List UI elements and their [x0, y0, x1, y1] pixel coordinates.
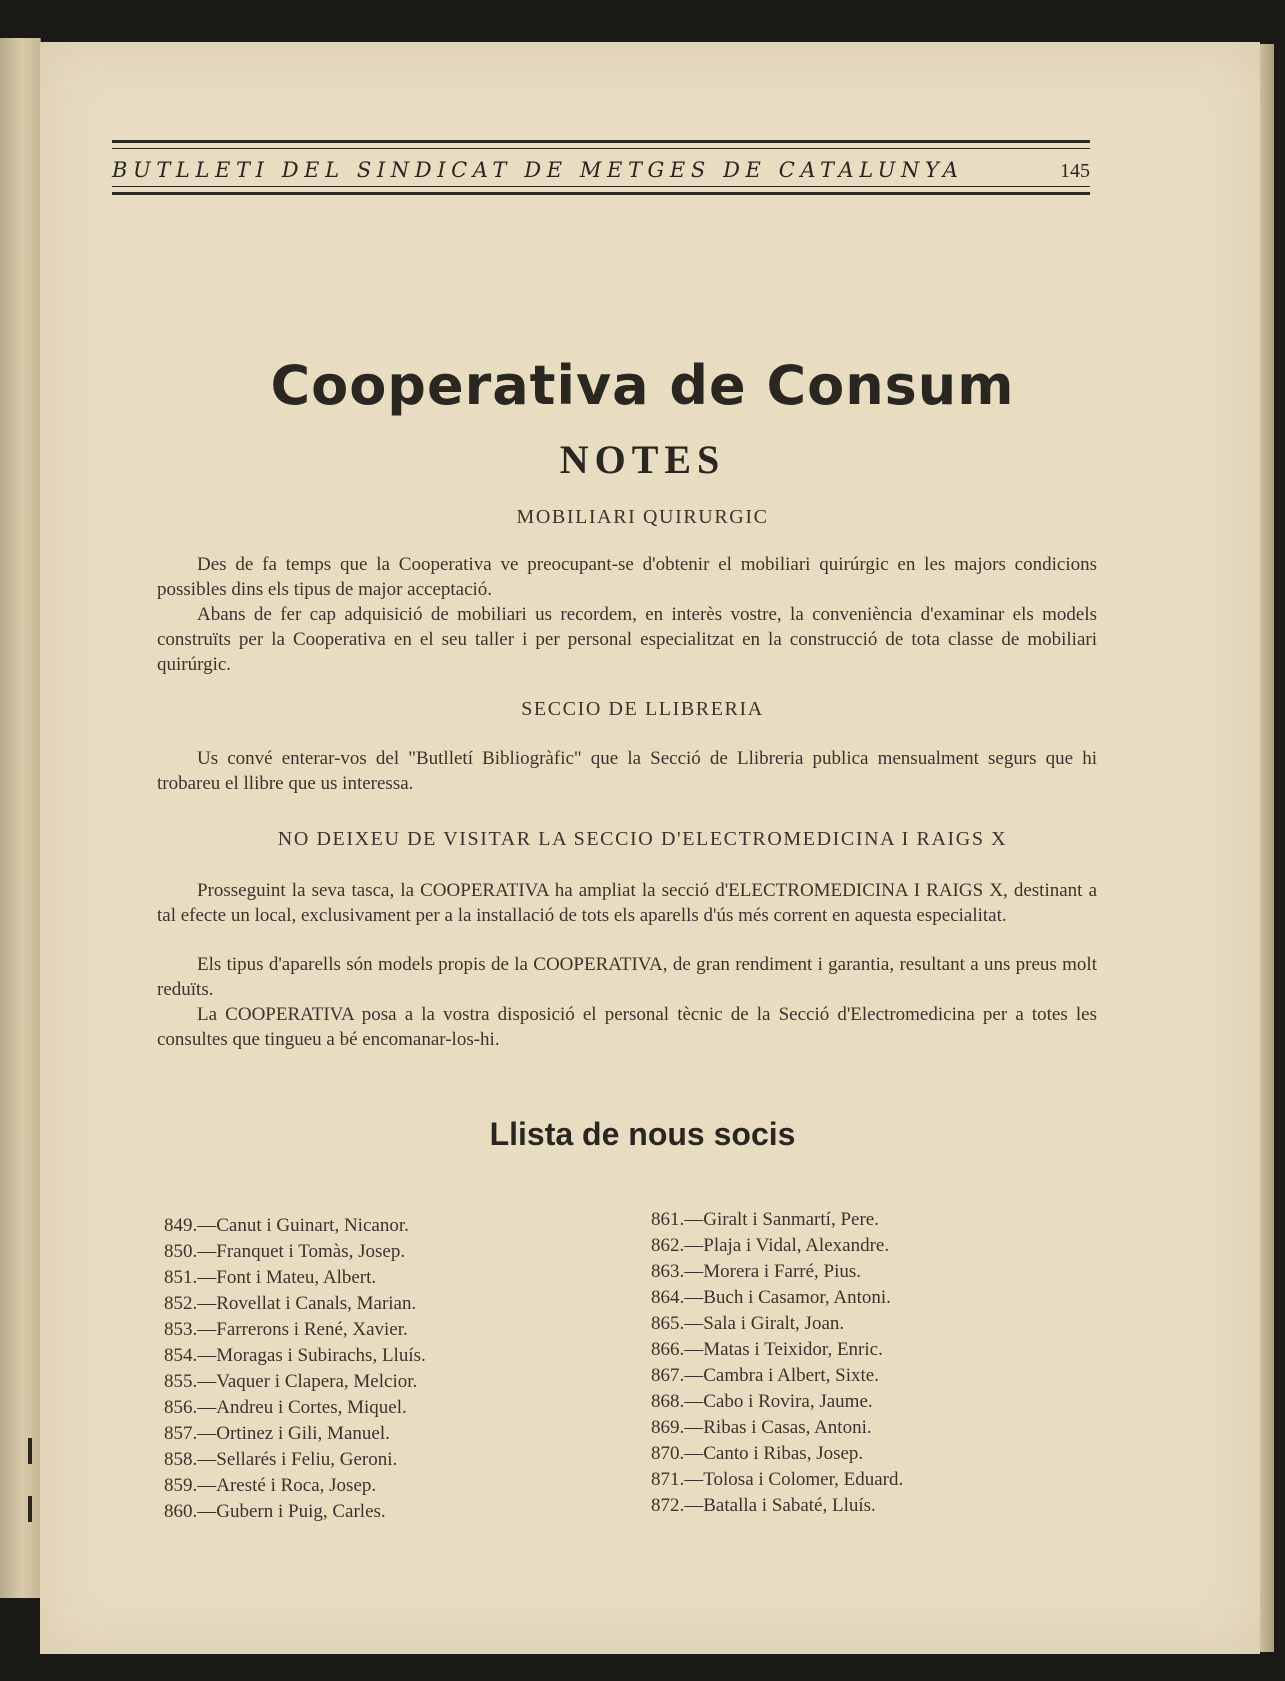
member-entry: 854.—Moragas i Subirachs, Lluís. [164, 1345, 426, 1366]
member-entry: 858.—Sellarés i Feliu, Geroni. [164, 1449, 398, 1470]
member-entry: 864.—Buch i Casamor, Antoni. [651, 1287, 891, 1308]
member-entry: 872.—Batalla i Sabaté, Lluís. [651, 1495, 876, 1516]
member-entry: 870.—Canto i Ribas, Josep. [651, 1443, 864, 1464]
member-entry: 855.—Vaquer i Clapera, Melcior. [164, 1371, 418, 1392]
member-entry: 849.—Canut i Guinart, Nicanor. [164, 1215, 409, 1236]
member-entry: 852.—Rovellat i Canals, Marian. [164, 1293, 417, 1314]
page-mark [28, 1496, 32, 1522]
page-number: 145 [1060, 160, 1090, 182]
member-entry: 859.—Aresté i Roca, Josep. [164, 1475, 377, 1496]
header-rule [112, 186, 1090, 187]
paragraph: Abans de fer cap adquisició de mobiliari us recordem, en interès vostre, la conveniència d'examinar els models construïts per la Cooperativa en el seu taller i per personal especialitzat en la construcció de tota classe de mobiliari quirúrgic. [157, 604, 1097, 675]
member-entry: 851.—Font i Mateu, Albert. [164, 1267, 377, 1288]
members-column-1 [164, 1213, 426, 1525]
paragraph: Prosseguint la seva tasca, la COOPERATIVA ha ampliat la secció d'ELECTROMEDICINA I RAIGS X, destinant a tal efecte un local, exclusivament per a la installació de tots els aparells d'ús més corrent en aquesta especialitat. [157, 880, 1097, 926]
paragraph: Els tipus d'aparells són models propis de la COOPERATIVA, de gran rendiment i garantia, resultant a uns preus molt reduïts. [157, 954, 1097, 1000]
member-entry: 862.—Plaja i Vidal, Alexandre. [651, 1235, 890, 1256]
member-entry: 868.—Cabo i Rovira, Jaume. [651, 1391, 873, 1412]
members-column-2 [651, 1207, 903, 1519]
members-title: Llista de nous socis [489, 1116, 796, 1152]
section-heading: MOBILIARI QUIRURGIC [516, 506, 769, 528]
adjacent-page-edge [0, 38, 41, 1598]
member-entry: 865.—Sala i Giralt, Joan. [651, 1313, 845, 1334]
running-header [112, 100, 1090, 196]
member-entry: 853.—Farrerons i René, Xavier. [164, 1319, 408, 1340]
member-entry: 863.—Morera i Farré, Pius. [651, 1261, 862, 1282]
member-entry: 866.—Matas i Teixidor, Enric. [651, 1339, 883, 1360]
member-entry: 867.—Cambra i Albert, Sixte. [651, 1365, 879, 1386]
paragraph: La COOPERATIVA posa a la vostra disposició el personal tècnic de la Secció d'Electromedicina per a totes les consultes que tingueu a bé encomanar-los-hi. [157, 1004, 1097, 1050]
cooperativa-title: Cooperativa de Consum [270, 354, 1015, 417]
member-entry: 869.—Ribas i Casas, Antoni. [651, 1417, 872, 1438]
header-rule [112, 148, 1090, 149]
member-entry: 857.—Ortinez i Gili, Manuel. [164, 1423, 390, 1444]
header-rule [112, 192, 1090, 195]
journal-title: BUTLLETI DEL SINDICAT DE METGES DE CATALUNYA [112, 158, 964, 182]
member-entry: 850.—Franquet i Tomàs, Josep. [164, 1241, 406, 1262]
notes-subtitle: NOTES [559, 437, 726, 482]
paragraph: Us convé enterar-vos del "Butlletí Bibliogràfic" que la Secció de Llibreria publica mensualment segurs que hi trobareu el llibre que us interessa. [157, 748, 1097, 794]
page-mark [28, 1438, 32, 1464]
header-rule [112, 140, 1090, 143]
member-entry: 861.—Giralt i Sanmartí, Pere. [651, 1209, 879, 1230]
paragraph: Des de fa temps que la Cooperativa ve preocupant-se d'obtenir el mobiliari quirúrgic en les majors condicions possibles dins els tipus de major acceptació. [157, 554, 1097, 600]
member-entry: 856.—Andreu i Cortes, Miquel. [164, 1397, 407, 1418]
member-entry: 860.—Gubern i Puig, Carles. [164, 1501, 386, 1522]
section-heading: NO DEIXEU DE VISITAR LA SECCIO D'ELECTROMEDICINA I RAIGS X [277, 828, 1008, 850]
section-heading: SECCIO DE LLIBRERIA [521, 698, 764, 720]
member-entry: 871.—Tolosa i Colomer, Eduard. [651, 1469, 904, 1490]
